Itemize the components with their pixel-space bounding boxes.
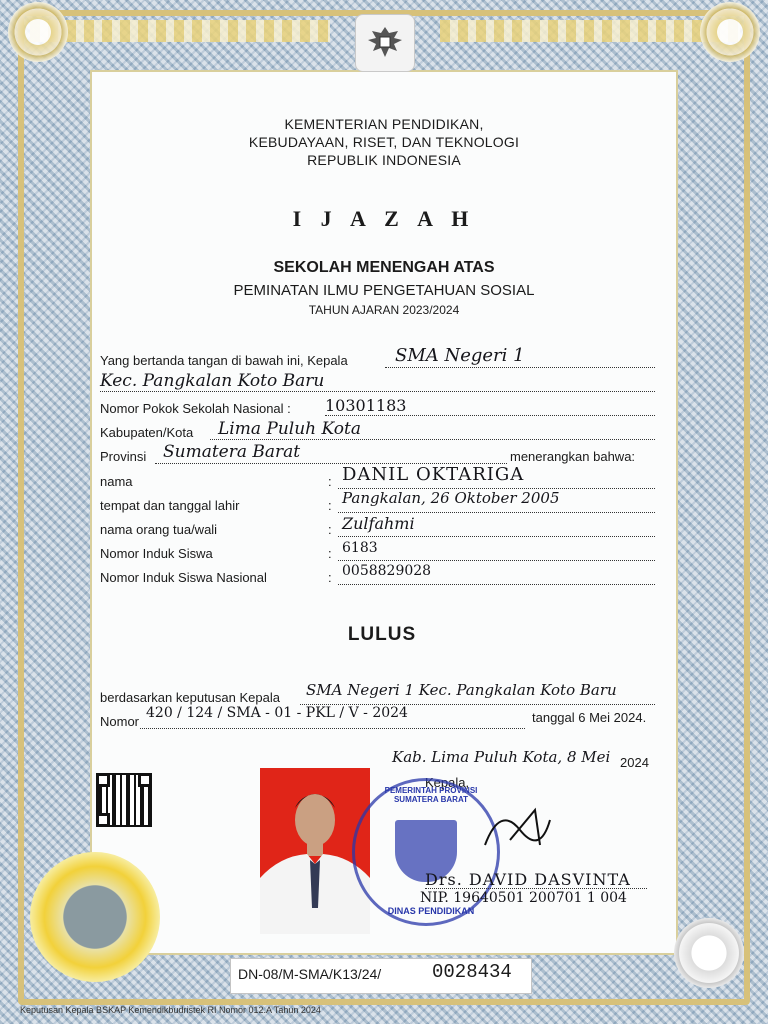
signatory-nip: NIP. 19640501 200701 1 004 [420,890,627,906]
top-ornament-right [440,20,740,42]
dotted-line [338,584,655,585]
dotted-line [325,415,655,416]
corner-ornament-tl [8,2,68,62]
stamp-text-bottom: DINAS PENDIDIKAN [387,906,475,916]
corner-ornament-tr [700,2,760,62]
decision-number-label: Nomor [100,714,140,729]
regency-label: Kabupaten/Kota [100,425,194,440]
colon: : [328,546,332,561]
decision-basis-value: SMA Negeri 1 Kec. Pangkalan Koto Baru [306,681,617,699]
province-value: Sumatera Barat [163,442,301,462]
name-label: nama [100,474,133,489]
dotted-line [338,560,655,561]
npsn-value: 10301183 [325,396,407,415]
decision-basis-label: berdasarkan keputusan Kepala [100,690,280,705]
document-title: I J A Z A H [292,206,476,231]
specialization: PEMINATAN ILMU PENGETAHUAN SOSIAL [233,282,535,299]
qr-finder [138,773,152,787]
student-parent: Zulfahmi [342,514,415,533]
birth-label: tempat dan tanggal lahir [100,498,240,513]
student-birth: Pangkalan, 26 Oktober 2005 [342,489,560,507]
colon: : [328,474,332,489]
dotted-line [100,391,655,392]
dotted-line [338,512,655,513]
ministry-line-2: KEBUDAYAAN, RISET, DAN TEKNOLOGI [248,134,520,150]
stamp-text-top: PEMERINTAH PROVINSI SUMATERA BARAT [384,786,478,804]
student-name: DANIL OKTARIGA [342,464,525,485]
states-label: menerangkan bahwa: [510,449,636,464]
ministry-line-1: KEMENTERIAN PENDIDIKAN, [284,116,484,132]
dotted-line [425,888,647,889]
school-name: SMA Negeri 1 [395,345,525,366]
colon: : [328,570,332,585]
hologram-seal [30,852,160,982]
nisn-label: Nomor Induk Siswa Nasional [100,570,267,585]
province-label: Provinsi [100,449,147,464]
corner-seal [674,918,744,988]
top-ornament-left [30,20,330,42]
colon: : [328,522,332,537]
academic-year: TAHUN AJARAN 2023/2024 [308,303,460,317]
qr-finder [96,773,110,787]
regency-value: Lima Puluh Kota [218,419,361,439]
decision-date: tanggal 6 Mei 2024. [532,710,647,725]
npsn-label: Nomor Pokok Sekolah Nasional : [100,401,291,416]
dotted-line [385,367,655,368]
graduation-result: LULUS [347,624,417,645]
nis-label: Nomor Induk Siswa [100,546,213,561]
signature-place-date: Kab. Lima Puluh Kota, 8 Mei [392,748,611,766]
signature-year: 2024 [620,755,649,770]
qr-finder [96,813,110,827]
dotted-line [210,439,655,440]
signatory-name: Drs. DAVID DASVINTA [425,870,631,889]
serial-number: 0028434 [432,961,512,983]
parent-label: nama orang tua/wali [100,522,218,537]
serial-prefix: DN-08/M-SMA/K13/24/ [238,966,382,982]
dotted-line [140,728,525,729]
colon: : [328,498,332,513]
intro-label: Yang bertanda tangan di bawah ini, Kepala [100,353,348,368]
footer-note: Keputusan Kepala BSKAP Kemendikbudristek RI Nomor 012.A Tahun 2024 [20,1005,321,1015]
ministry-line-3: REPUBLIK INDONESIA [307,152,461,168]
student-nis: 6183 [342,540,378,556]
school-level: SEKOLAH MENENGAH ATAS [273,259,495,276]
student-nisn: 0058829028 [342,563,432,579]
decision-number-value: 420 / 124 / SMA - 01 - PKL / V - 2024 [146,705,408,721]
dotted-line [338,536,655,537]
signature-scribble [480,800,560,860]
school-district: Kec. Pangkalan Koto Baru [100,371,325,391]
signature-role: Kepala, [425,775,470,790]
garuda-emblem-icon [355,14,415,72]
